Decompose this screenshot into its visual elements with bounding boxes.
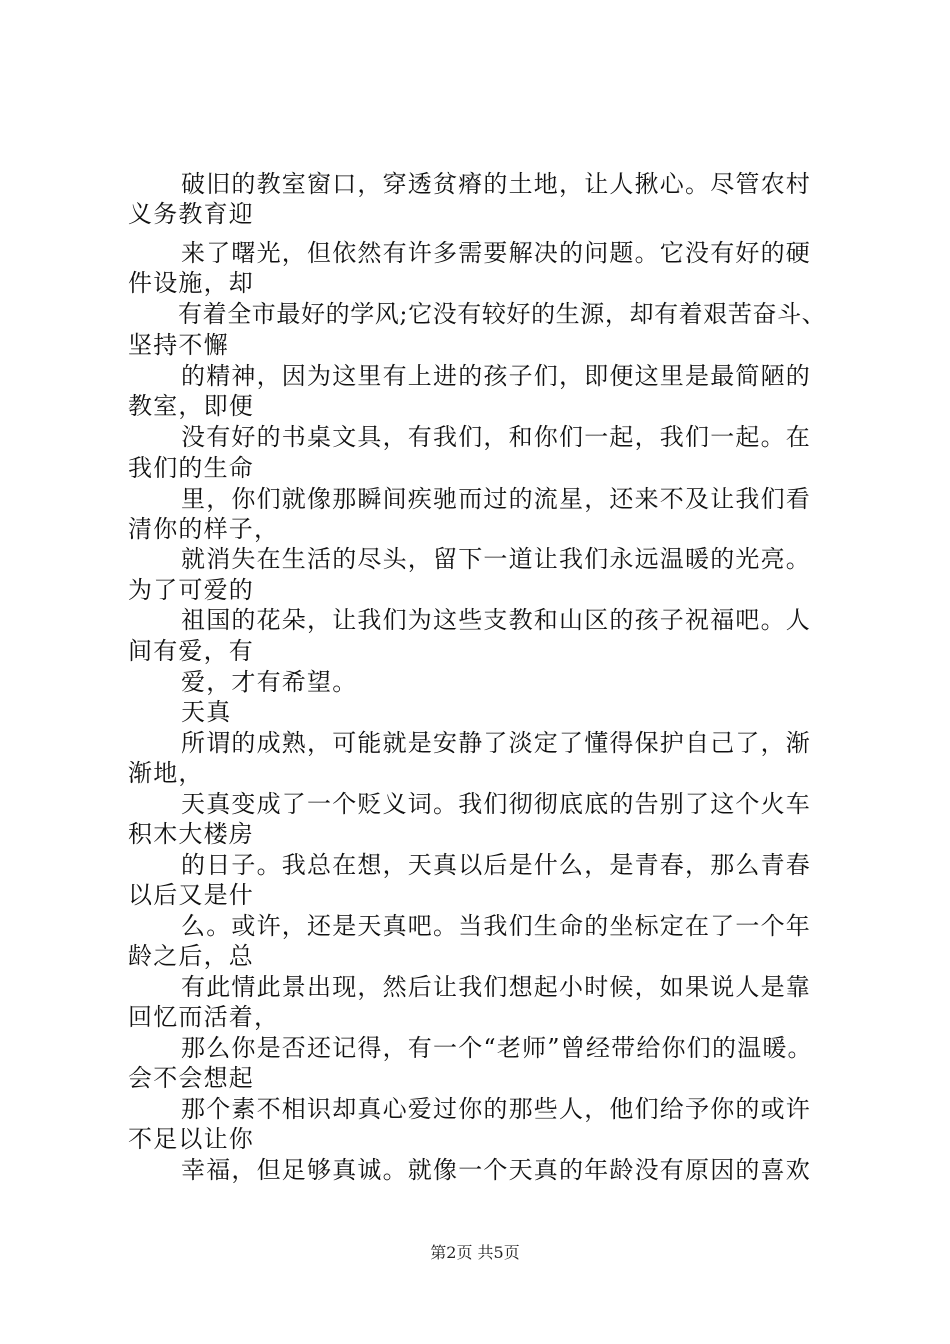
text-line: 幸福，但足够真诚。就像一个天真的年龄没有原因的喜欢 xyxy=(181,1156,811,1184)
text-line: 祖国的花朵，让我们为这些支教和山区的孩子祝福吧。人 xyxy=(181,606,811,634)
section-heading: 天真 xyxy=(181,698,232,726)
text-line: 件设施，却 xyxy=(128,269,254,297)
text-line: 那个素不相识却真心爱过你的那些人，他们给予你的或许 xyxy=(181,1095,811,1123)
text-line: 爱，才有希望。 xyxy=(181,668,358,696)
text-line: 有此情此景出现，然后让我们想起小时候，如果说人是靠 xyxy=(181,973,811,1001)
text-line: 么。或许，还是天真吧。当我们生命的坐标定在了一个年 xyxy=(181,912,811,940)
text-line: 龄之后，总 xyxy=(128,942,254,970)
text-line: 坚持不懈 xyxy=(128,331,229,359)
text-line: 不足以让你 xyxy=(128,1125,254,1153)
text-line: 以后又是什 xyxy=(128,881,254,909)
text-line: 积木大楼房 xyxy=(128,820,254,848)
text-line: 回忆而活着， xyxy=(128,1003,280,1031)
page-number-footer: 第2页 共5页 xyxy=(430,1243,520,1262)
text-line: 的日子。我总在想，天真以后是什么，是青春，那么青春 xyxy=(181,851,811,879)
text-line: 我们的生命 xyxy=(128,454,254,482)
text-line: 清你的样子， xyxy=(128,515,280,543)
text-line: 会不会想起 xyxy=(128,1064,254,1092)
text-line: 有着全市最好的学风;它没有较好的生源，却有着艰苦奋斗、 xyxy=(178,300,827,328)
text-line: 没有好的书桌文具，有我们，和你们一起，我们一起。在 xyxy=(181,423,811,451)
text-line: 破旧的教室窗口，穿透贫瘠的土地，让人揪心。尽管农村 xyxy=(181,170,811,198)
text-line: 间有爱，有 xyxy=(128,637,254,665)
text-line: 天真变成了一个贬义词。我们彻彻底底的告别了这个火车 xyxy=(181,790,811,818)
text-line: 教室，即便 xyxy=(128,392,254,420)
text-line: 渐地， xyxy=(128,759,204,787)
text-line: 那么你是否还记得，有一个“老师”曾经带给你们的温暖。 xyxy=(181,1034,813,1062)
text-line: 所谓的成熟，可能就是安静了淡定了懂得保护自己了，渐 xyxy=(181,729,811,757)
text-line: 为了可爱的 xyxy=(128,576,254,604)
text-line: 义务教育迎 xyxy=(128,200,254,228)
text-line: 的精神，因为这里有上进的孩子们，即便这里是最简陋的 xyxy=(181,362,811,390)
text-line: 来了曙光，但依然有许多需要解决的问题。它没有好的硬 xyxy=(181,239,811,267)
text-line: 里，你们就像那瞬间疾驰而过的流星，还来不及让我们看 xyxy=(181,485,811,513)
text-line: 就消失在生活的尽头，留下一道让我们永远温暖的光亮。 xyxy=(181,545,811,573)
